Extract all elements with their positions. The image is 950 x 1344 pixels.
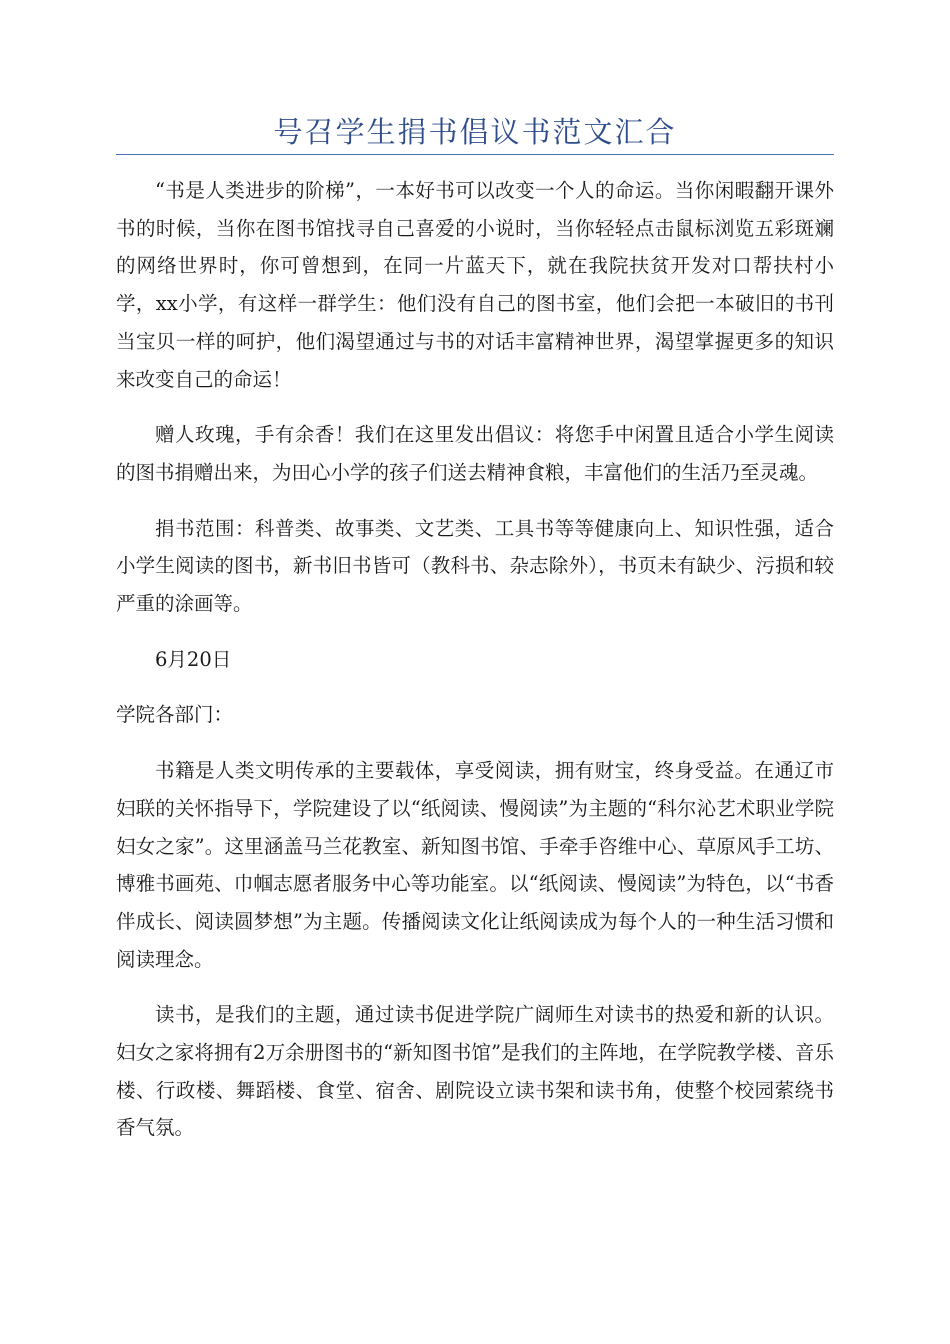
paragraph-appeal: 赠人玫瑰，手有余香！我们在这里发出倡议：将您手中闲置且适合小学生阅读的图书捐赠出来，为田心小学的孩子们送去精神食粮，丰富他们的生活乃至灵魂。 xyxy=(116,423,834,484)
paragraph-womens-home: 书籍是人类文明传承的主要载体，享受阅读，拥有财宝，终身受益。在通辽市妇联的关怀指导下，学院建设了以“纸阅读、慢阅读”为主题的“科尔沁艺术职业学院妇女之家”。这里涵盖马兰花教室、新知图书馆、手牵手咨维中心、草原风手工坊、博雅书画苑、巾帼志愿者服务中心等功能室。以“纸阅读、慢阅读”为特色，以“书香伴成长、阅读圆梦想”为主题。传播阅读文化让纸阅读成为每个人的一种生活习惯和阅读理念。 xyxy=(116,759,834,971)
document-body xyxy=(116,172,834,1165)
paragraph-date: 6月20日 xyxy=(155,647,232,671)
paragraph-salutation: 学院各部门： xyxy=(116,703,234,727)
title-underline xyxy=(116,154,834,155)
paragraph-donation-scope: 捐书范围：科普类、故事类、文艺类、工具书等等健康向上、知识性强，适合小学生阅读的图书，新书旧书皆可（教科书、杂志除外），书页未有缺少、污损和较严重的涂画等。 xyxy=(116,516,834,616)
paragraph-intro: “书是人类进步的阶梯”，一本好书可以改变一个人的命运。当你闲暇翻开课外书的时候，当你在图书馆找寻自己喜爱的小说时，当你轻轻点击鼠标浏览五彩斑斓的网络世界时，你可曾想到，在同一片蓝天下，就在我院扶贫开发对口帮扶村小学，xx小学，有这样一群学生：他们没有自己的图书室，他们会把一本破旧的书刊当宝贝一样的呵护，他们渴望通过与书的对话丰富精神世界，渴望掌握更多的知识来改变自己的命运！ xyxy=(116,179,834,391)
paragraph-reading-theme: 读书，是我们的主题，通过读书促进学院广阔师生对读书的热爱和新的认识。妇女之家将拥有2万余册图书的“新知图书馆”是我们的主阵地，在学院教学楼、音乐楼、行政楼、舞蹈楼、食堂、宿舍、剧院设立读书架和读书角，使整个校园萦绕书香气氛。 xyxy=(116,1003,834,1140)
document-title: 号召学生捐书倡议书范文汇合 xyxy=(273,115,677,149)
